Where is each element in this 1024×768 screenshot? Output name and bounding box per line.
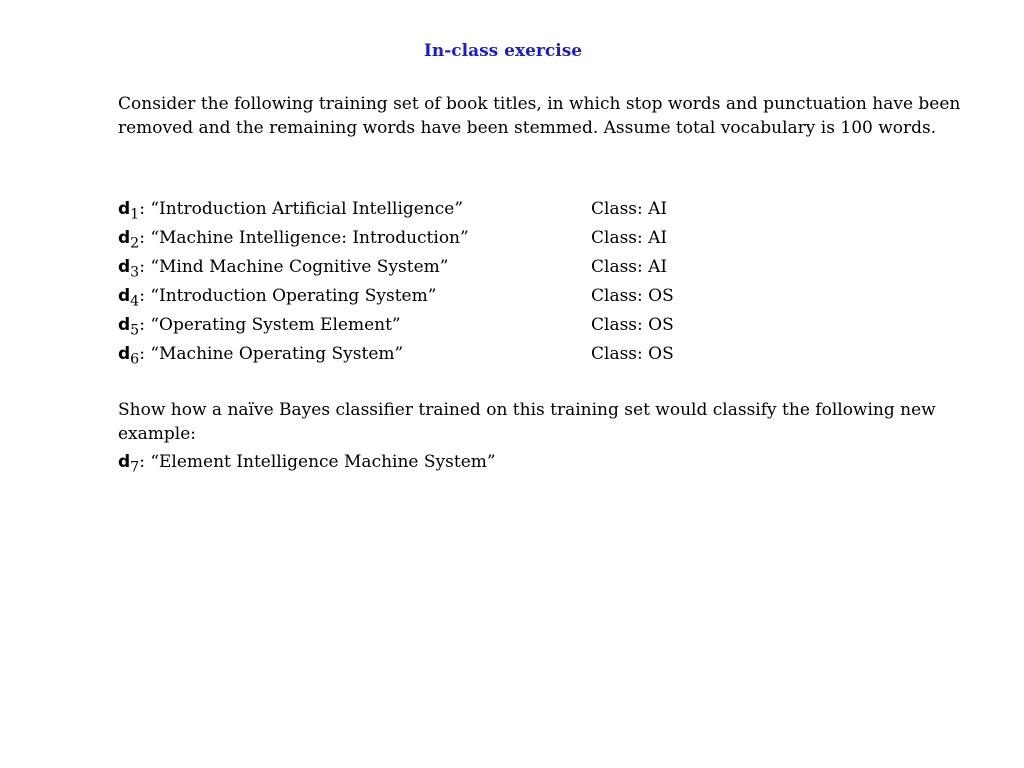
doc-title: : “Machine Operating System” — [139, 344, 404, 364]
training-doc-row — [118, 284, 818, 313]
training-set-list — [118, 197, 818, 371]
doc-title: : “Element Intelligence Machine System” — [139, 452, 496, 472]
training-doc-row — [118, 342, 818, 371]
question-paragraph: Show how a naïve Bayes classifier trained on this training set would classify the following new example: — [118, 400, 936, 444]
training-doc-row — [118, 197, 818, 226]
doc-id: d — [118, 257, 131, 277]
doc-index: 2 — [130, 235, 140, 252]
doc-title: : “Introduction Operating System” — [139, 286, 437, 306]
doc-title: : “Mind Machine Cognitive System” — [139, 257, 449, 277]
doc-class-label: Class: OS — [591, 315, 674, 335]
doc-index: 1 — [130, 206, 140, 223]
doc-class-label: Class: AI — [591, 228, 668, 248]
doc-class-label: Class: AI — [591, 199, 668, 219]
doc-class-label: Class: OS — [591, 286, 674, 306]
training-doc-row — [118, 313, 818, 342]
doc-id: d — [118, 228, 131, 248]
doc-index: 7 — [130, 459, 140, 476]
doc-id: d — [118, 286, 131, 306]
doc-index: 5 — [130, 322, 140, 339]
doc-class-label: Class: AI — [591, 257, 668, 277]
doc-index: 4 — [130, 293, 140, 310]
doc-id: d — [118, 452, 131, 472]
doc-id: d — [118, 344, 131, 364]
new-example — [118, 450, 496, 479]
slide-title: In-class exercise — [423, 41, 583, 61]
doc-index: 3 — [130, 264, 140, 281]
doc-title: : “Introduction Artificial Intelligence” — [139, 199, 464, 219]
doc-class-label: Class: OS — [591, 344, 674, 364]
doc-id: d — [118, 199, 131, 219]
doc-id: d — [118, 315, 131, 335]
doc-index: 6 — [130, 351, 140, 368]
training-doc-row — [118, 255, 818, 284]
doc-title: : “Machine Intelligence: Introduction” — [139, 228, 469, 248]
intro-paragraph: Consider the following training set of book titles, in which stop words and punctuation have been removed and the remaining words have been stemmed. Assume total vocabulary is 100 words. — [118, 94, 961, 138]
training-doc-row — [118, 226, 818, 255]
doc-title: : “Operating System Element” — [139, 315, 401, 335]
